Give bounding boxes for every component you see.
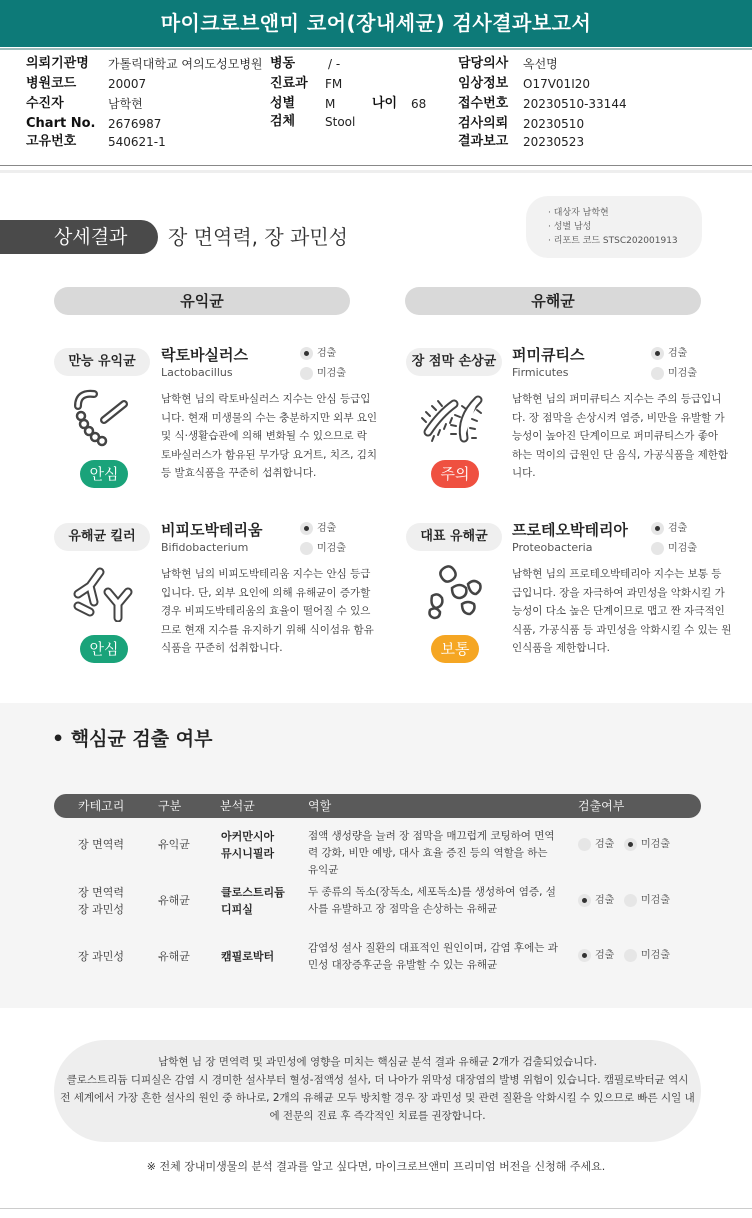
beneficial-heading: 유익균 (54, 287, 350, 315)
dept-value: FM (325, 77, 343, 91)
row-bacteria: 아커만시아 뮤시니필라 (221, 830, 275, 860)
summary-line: 남학현 님 장 면역력 및 과민성에 영향을 미치는 핵심균 분석 결과 유해균 2개가 검출되었습니다. (158, 1056, 597, 1068)
bacteria-name: 락토바실러스 (161, 346, 248, 364)
row-category: 장 면역력 장 과민성 (78, 886, 125, 916)
bacteria-scientific-name: Bifidobacterium (161, 541, 249, 554)
summary-line: 클로스트리듐 디피실은 감염 시 경미한 설사부터 혈성-점액성 설사, 더 나아가 위막성 대장염의 발병 위험이 있습니다. 캠필로박터균 역시 (66, 1074, 689, 1086)
chart-no-label: Chart No. (26, 116, 96, 131)
radio-detected (651, 522, 664, 535)
radio-not-detected (300, 542, 313, 555)
summary-box (54, 1040, 701, 1142)
hospital-code-label: 병원코드 (26, 76, 77, 91)
receipt-value: 20230510-33144 (523, 97, 627, 111)
bacteria-name: 비피도박테리움 (161, 521, 263, 539)
firmicutes-icon (420, 388, 492, 444)
not-detected-option: 미검출 (624, 948, 670, 964)
detected-option: 검출 (651, 346, 687, 362)
bacteria-name: 퍼미큐티스 (512, 346, 585, 364)
target-info-box (526, 196, 702, 258)
examinee-value: 남학현 (108, 97, 143, 111)
bifidobacterium-icon (72, 562, 136, 622)
receipt-label: 접수번호 (458, 96, 509, 111)
bacteria-description: 남학현 님의 프로테오박테리아 지수는 보통 등 급입니다. 장을 자극하여 과민성을 악화시킬 가 능성이 다소 높은 단계이므로 맵고 짠 자극적인 식품, 가공식품 등 과민성을 악화시킬 수 있는 원 인식품을 제한합니다. (512, 568, 732, 654)
row-type: 유익균 (158, 838, 190, 851)
grade-badge: 안심 (80, 460, 128, 488)
radio-detected (300, 522, 313, 535)
radio-not-detected (624, 838, 637, 851)
institution-value: 가톨릭대학교 여의도성모병원 (108, 57, 263, 71)
detected-option: 검출 (578, 893, 614, 909)
dept-label: 진료과 (270, 76, 308, 91)
row-role: 두 종류의 독소(장독소, 세포독소)를 생성하여 염증, 설사를 유발하고 장 점막을 손상하는 유해균 (308, 886, 556, 915)
bacteria-scientific-name: Lactobacillus (161, 366, 233, 379)
report-date-label: 결과보고 (458, 134, 509, 149)
summary-line: 에 전문의 진료 후 즉각적인 치료를 권장합니다. (269, 1110, 486, 1122)
radio-detected (578, 949, 591, 962)
bottom-divider (0, 1208, 752, 1209)
detected-option: 검출 (578, 837, 614, 853)
physician-label: 담당의사 (458, 56, 509, 71)
harmful-heading: 유해균 (405, 287, 701, 315)
radio-detected (578, 894, 591, 907)
radio-not-detected (624, 949, 637, 962)
not-detected-option: 미검출 (624, 893, 670, 909)
institution-label: 의뢰기관명 (26, 56, 89, 71)
row-role: 감염성 설사 질환의 대표적인 원인이며, 감염 후에는 과민성 대장증후군을 유발할 수 있는 유해균 (308, 942, 558, 971)
age-label: 나이 (372, 96, 398, 111)
summary-line: 전 세계에서 가장 흔한 설사의 원인 중 하나로, 2개의 유해균 모두 방치할 경우 장 과민성 및 관련 질환을 악화시킬 수 있으므로 빠른 시일 내 (60, 1092, 695, 1104)
row-bacteria: 클로스트리듐 디피실 (221, 886, 285, 916)
bacteria-tag: 장 점막 손상균 (406, 348, 502, 376)
report-title: 마이크로브앤미 코어(장내세균) 검사결과보고서 (0, 0, 752, 47)
age-value: 68 (411, 97, 427, 111)
bacteria-name: 프로테오박테리아 (512, 521, 628, 539)
clinical-label: 임상정보 (458, 76, 509, 91)
target-name: · 대상자 남학현 (548, 208, 609, 218)
row-type: 유해균 (158, 894, 190, 907)
title-divider (0, 48, 752, 50)
radio-not-detected (651, 367, 664, 380)
detected-option: 검출 (300, 521, 336, 537)
section-divider (0, 170, 752, 173)
proteobacteria-icon (424, 562, 486, 620)
report-date-value: 20230523 (523, 135, 585, 149)
grade-badge: 안심 (80, 635, 128, 663)
radio-not-detected (651, 542, 664, 555)
header-role: 역할 (308, 799, 332, 813)
bacteria-scientific-name: Proteobacteria (512, 541, 593, 554)
hospital-code-value: 20007 (108, 77, 147, 91)
detected-option: 검출 (578, 948, 614, 964)
detected-option: 검출 (651, 521, 687, 537)
bacteria-description: 남학현 님의 락토바실러스 지수는 안심 등급입 니다. 현재 미생물의 수는 충분하지만 외부 요인 및 식·생활습관에 의해 변화될 수 있으므로 락 토바실러스가 함유된 무가당 요거트, 치즈, 김치 등 발효식품을 꾸준히 섭취합니다. (161, 393, 378, 479)
unique-no-value: 540621-1 (108, 135, 166, 149)
radio-not-detected (300, 367, 313, 380)
patient-info (0, 54, 752, 166)
grade-badge: 주의 (431, 460, 479, 488)
header-category: 카테고리 (78, 799, 125, 813)
header-detection: 검출여부 (578, 799, 625, 813)
detected-option: 검출 (300, 346, 336, 362)
bacteria-scientific-name: Firmicutes (512, 366, 569, 379)
clinical-value: O17V01I20 (523, 77, 591, 91)
radio-detected (651, 347, 664, 360)
not-detected-option: 미검출 (300, 541, 346, 557)
row-category: 장 과민성 (78, 950, 125, 963)
bacteria-description: 남학현 님의 비피도박테리움 지수는 안심 등급 입니다. 단, 외부 요인에 의해 유해균이 증가할 경우 비피도박테리움의 효율이 떨어질 수 있으 므로 현재 지수를 유지하기 위해 식이섬유 함유 식품을 꾸준히 섭취합니다. (161, 568, 374, 654)
not-detected-option: 미검출 (651, 541, 697, 557)
request-label: 검사의뢰 (458, 116, 509, 131)
bacteria-tag: 만능 유익균 (54, 348, 150, 376)
examinee-label: 수진자 (26, 96, 64, 111)
bacteria-tag: 유해균 킬러 (54, 523, 150, 551)
target-report-code: · 리포트 코드 STSC202001913 (548, 236, 678, 246)
footnote: ※ 전체 장내미생물의 분석 결과를 알고 싶다면, 마이크로브앤미 프리미엄 버전을 신청해 주세요. (146, 1160, 606, 1173)
sex-value: M (325, 97, 336, 111)
row-type: 유해균 (158, 950, 190, 963)
ward-label: 병동 (270, 56, 296, 71)
sex-label: 성별 (270, 96, 296, 111)
specimen-label: 검체 (270, 114, 296, 129)
specimen-value: Stool (325, 115, 356, 129)
bacteria-description: 남학현 님의 퍼미큐티스 지수는 주의 등급입니 다. 장 점막을 손상시켜 염증, 비만을 유발할 가 능성이 높아진 단계이므로 퍼미큐티스가 좋아 하는 먹이의 급원인 단 음식, 가공식품을 제한합 니다. (512, 393, 729, 479)
physician-value: 옥선명 (523, 57, 558, 71)
request-value: 20230510 (523, 117, 585, 131)
not-detected-option: 미검출 (624, 837, 670, 853)
ward-value: / - (328, 57, 341, 71)
radio-not-detected (624, 894, 637, 907)
lactobacillus-icon (72, 386, 134, 448)
radio-detected (300, 347, 313, 360)
detail-result-pill: 상세결과 (0, 220, 158, 254)
row-bacteria: 캠필로박터 (221, 950, 275, 963)
key-bacteria-title: • 핵심균 검출 여부 (52, 728, 213, 750)
not-detected-option: 미검출 (651, 366, 697, 382)
header-type: 구분 (158, 799, 182, 813)
row-role: 점액 생성량을 늘려 장 점막을 매끄럽게 코팅하여 면역력 강화, 비만 예방, 대사 효율 증진 등의 역할을 하는 유익균 (308, 830, 555, 876)
unique-no-label: 고유번호 (26, 134, 77, 149)
header-bacteria: 분석균 (220, 799, 255, 813)
radio-detected (578, 838, 591, 851)
detail-subtitle: 장 면역력, 장 과민성 (168, 225, 348, 249)
bacteria-tag: 대표 유해균 (406, 523, 502, 551)
chart-no-value: 2676987 (108, 117, 162, 131)
row-category: 장 면역력 (78, 838, 125, 851)
grade-badge: 보통 (431, 635, 479, 663)
not-detected-option: 미검출 (300, 366, 346, 382)
target-sex: · 성별 남성 (548, 222, 592, 232)
